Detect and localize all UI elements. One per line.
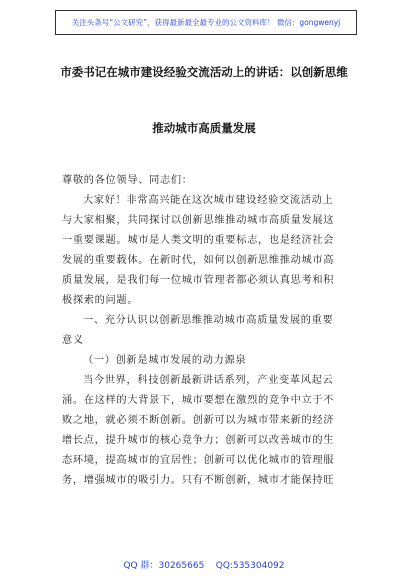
paragraph-line: 涌。在这样的大背景下，城市要想在激烈的竞争中立于不 (62, 395, 335, 406)
paragraph-line: 尊敬的各位领导、同志们： (62, 175, 193, 186)
paragraph-line: 败之地，就必须不断创新。创新可以为城市带来新的经济 (62, 415, 335, 426)
paragraph-line: 当今世界，科技创新最新讲话系列，产业变革风起云 (83, 375, 334, 386)
section-heading-line: 意义 (62, 335, 84, 346)
paragraph-line: 发展的重要载体。在新时代，如何以创新思维推动城市高 (62, 255, 335, 266)
footer-contact (0, 558, 408, 571)
footer-qq: QQ:535304092 (215, 561, 285, 571)
paragraph-line: 一重要课题。城市是人类文明的重要标志，也是经济社会 (62, 235, 335, 246)
footer-qq-group: QQ 群：30265665 (123, 561, 205, 571)
paragraph-line: 与大家相聚，共同探讨以创新思维推动城市高质量发展这 (62, 215, 335, 226)
section-heading-line: 一、充分认识以创新思维推动城市高质量发展的重要 (83, 315, 334, 326)
paragraph-line: 大家好！非常高兴能在这次城市建设经验交流活动上 (83, 195, 334, 206)
header-banner: 关注头条号“公文研究”，获得最新最全最专业的公文资料库！ 微信：gongwenyj (55, 10, 357, 35)
paragraph-line: 务，增强城市的吸引力。只有不断创新，城市才能保持旺 (62, 475, 335, 486)
document-title-line-2: 推动城市高质量发展 (152, 121, 256, 135)
paragraph-line: 质量发展，是我们每一位城市管理者都必须认真思考和积 (62, 275, 335, 286)
paragraph-line: 态环境，提高城市的宜居性；创新可以优化城市的管理服 (62, 455, 335, 466)
paragraph-line: 增长点，提升城市的核心竞争力；创新可以改善城市的生 (62, 435, 335, 446)
document-body (62, 171, 344, 491)
document-title-line-1: 市委书记在城市建设经验交流活动上的讲话：以创新思维 (60, 65, 348, 79)
paragraph-line: 极探索的问题。 (62, 295, 139, 306)
subsection-heading: （一）创新是城市发展的动力源泉 (83, 355, 247, 366)
